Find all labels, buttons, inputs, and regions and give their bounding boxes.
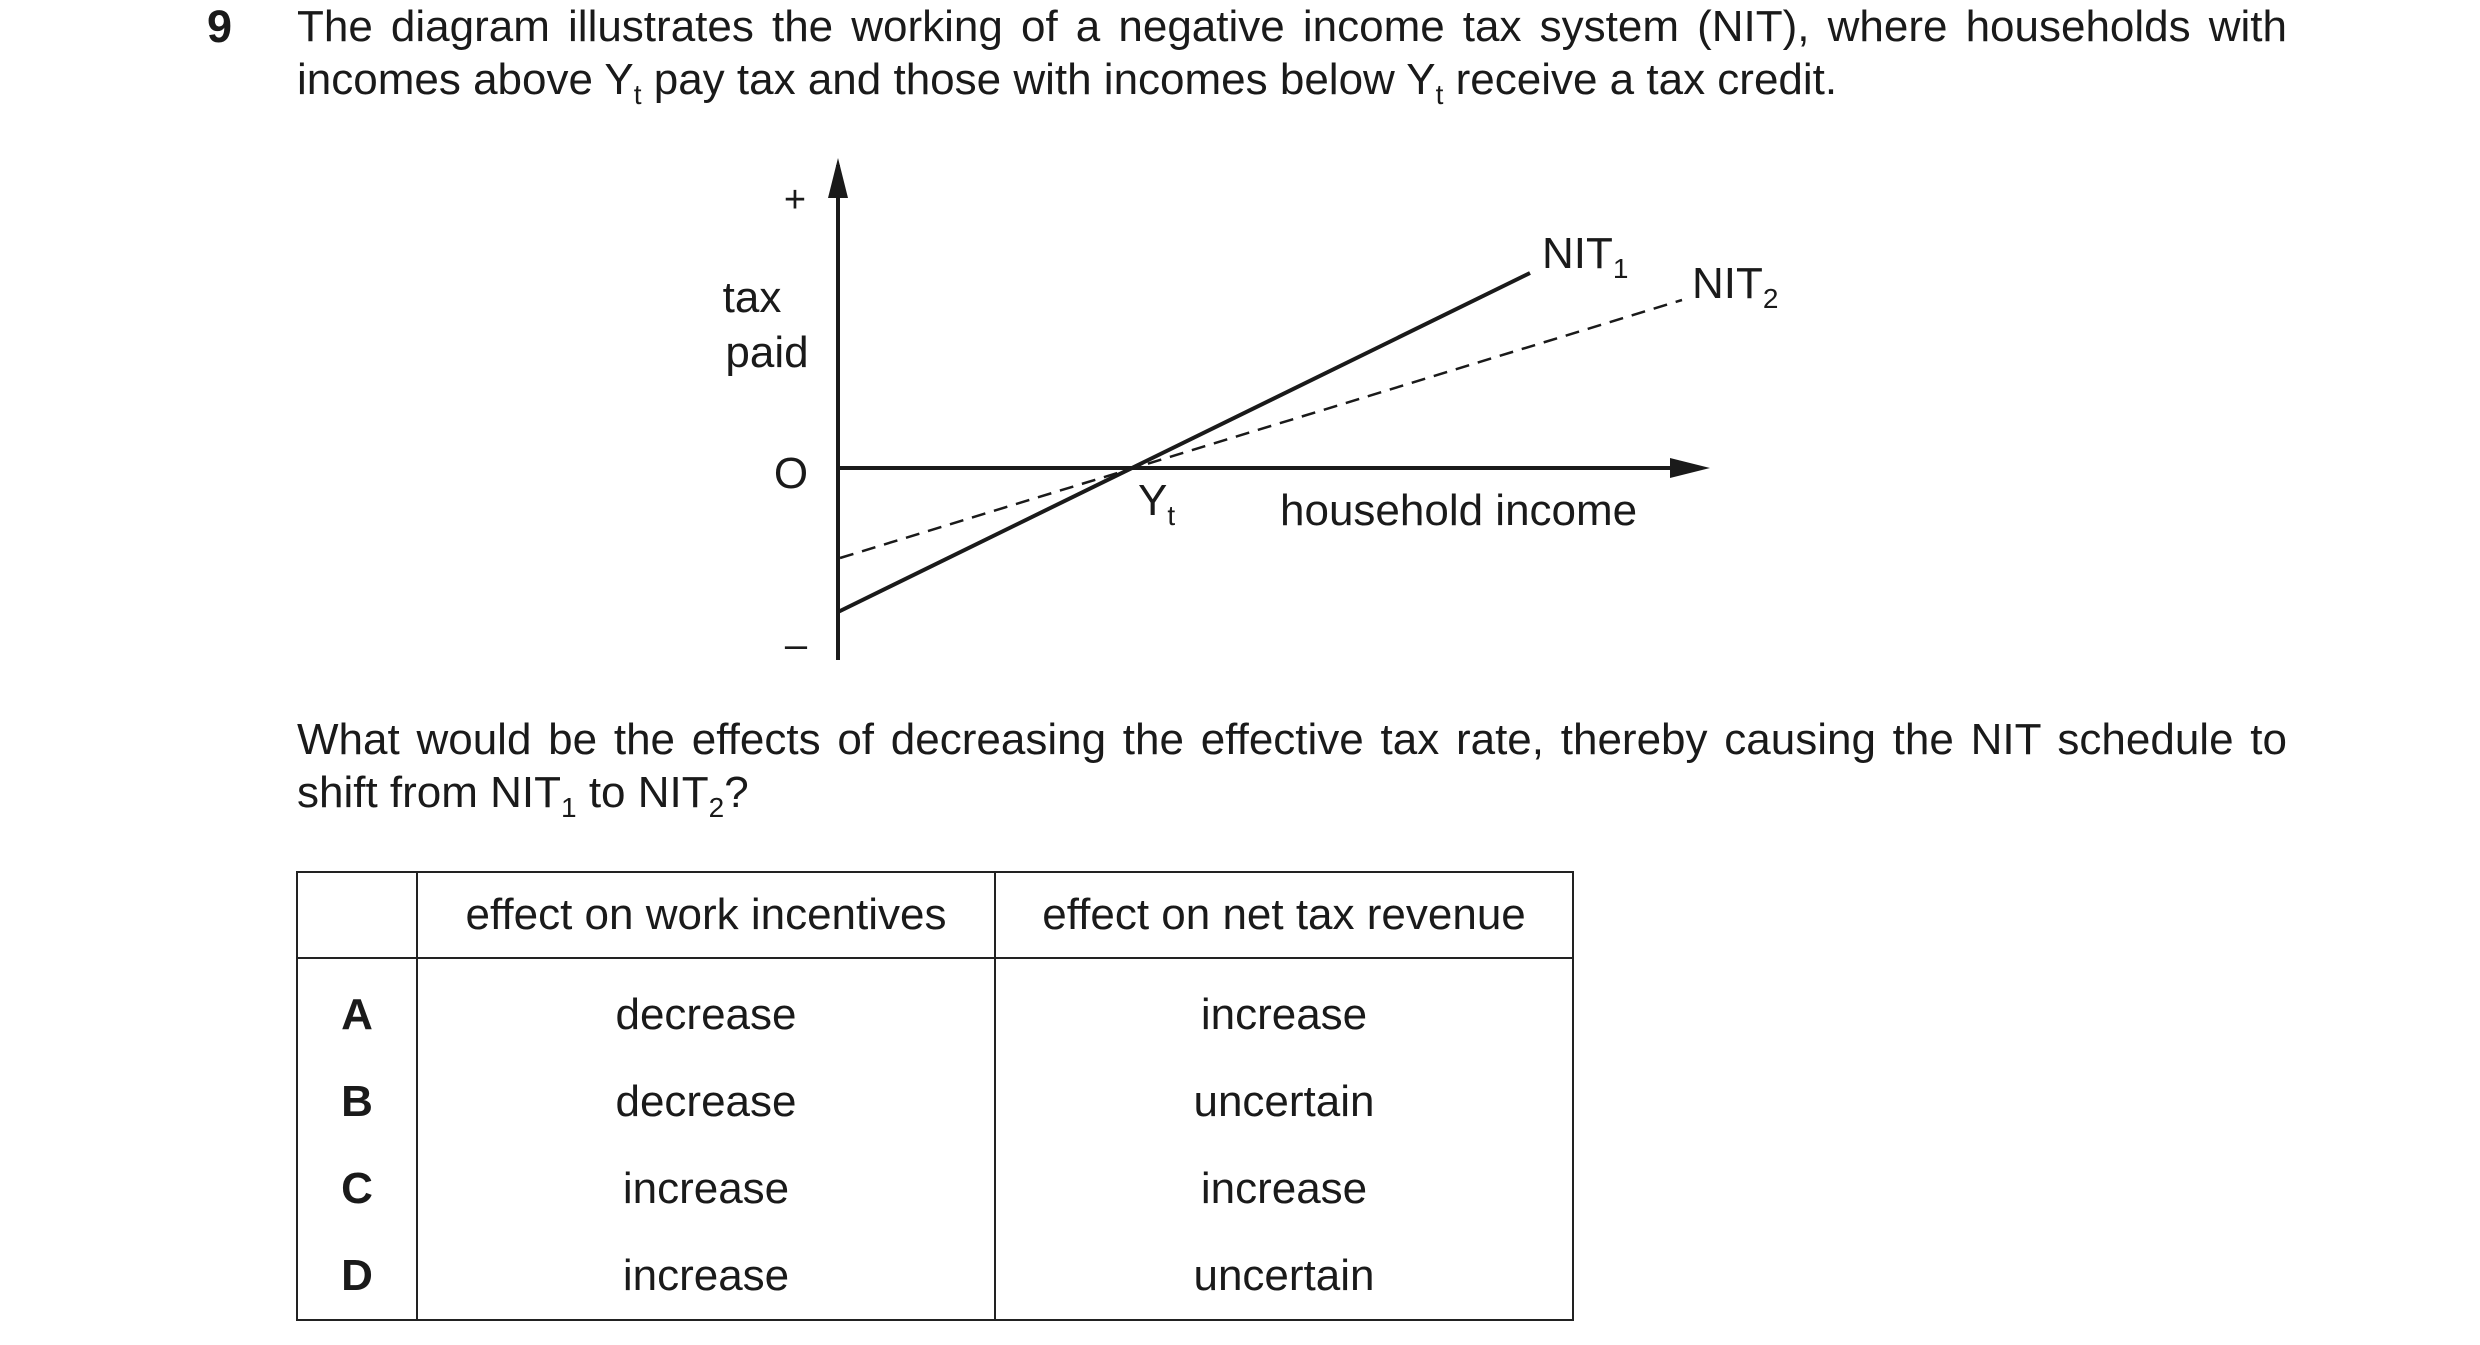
option-work-effect: decrease <box>417 958 995 1058</box>
y-label-paid: paid <box>725 328 809 377</box>
nit1-line <box>838 273 1530 612</box>
y-axis-arrowhead <box>828 158 848 198</box>
answer-options-table <box>296 871 1574 1321</box>
option-row-a[interactable] <box>297 958 1573 1058</box>
prompt-part-1: What would be the effects of decreasing the effective tax rate, thereby causing the NIT schedule to shift from NIT <box>297 715 2287 817</box>
stem-part-3: receive a tax credit. <box>1443 55 1838 104</box>
option-revenue-effect: increase <box>995 1145 1573 1232</box>
x-axis-label: household income <box>1280 486 1638 535</box>
y-label-tax: tax <box>722 273 782 322</box>
prompt-part-2: to NIT <box>576 768 709 817</box>
origin-label: O <box>773 449 809 498</box>
minus-sign: – <box>784 623 808 667</box>
prompt-part-3: ? <box>724 768 749 817</box>
header-net-tax-revenue: effect on net tax revenue <box>995 872 1573 958</box>
question-number: 9 <box>207 1 233 52</box>
x-axis-arrowhead <box>1670 458 1710 478</box>
threshold-label: $Y_t$ <box>1138 476 1176 531</box>
option-row-b[interactable] <box>297 1058 1573 1145</box>
option-work-effect: decrease <box>417 1058 995 1145</box>
option-revenue-effect: uncertain <box>995 1058 1573 1145</box>
option-work-effect: increase <box>417 1232 995 1320</box>
nit1-label: $NIT_1$ <box>1542 229 1629 284</box>
question-prompt: What would be the effects of decreasing the effective tax rate, thereby causing the NIT schedule to shift from $NIT_1$ to $NIT_2$? <box>297 715 2287 823</box>
option-row-c[interactable] <box>297 1145 1573 1232</box>
nit2-label: $NIT_2$ <box>1692 259 1779 314</box>
option-letter: C <box>297 1145 417 1232</box>
stem-part-1: The diagram illustrates the working of a negative income tax system (NIT), where households with incomes above Y <box>297 2 2287 104</box>
table-header-row <box>297 872 1573 958</box>
option-revenue-effect: increase <box>995 958 1573 1058</box>
option-letter: D <box>297 1232 417 1320</box>
option-letter: A <box>297 958 417 1058</box>
header-blank <box>297 872 417 958</box>
question-stem: The diagram illustrates the working of a negative income tax system (NIT), where households with incomes above $Y_t$ pay tax and those with incomes below $Y_t$ receive a tax credit. <box>297 2 2287 110</box>
header-work-incentives: effect on work incentives <box>417 872 995 958</box>
option-revenue-effect: uncertain <box>995 1232 1573 1320</box>
option-row-d[interactable] <box>297 1232 1573 1320</box>
stem-part-2: pay tax and those with incomes below Y <box>641 55 1436 104</box>
plus-sign: + <box>783 179 807 221</box>
option-letter: B <box>297 1058 417 1145</box>
option-work-effect: increase <box>417 1145 995 1232</box>
